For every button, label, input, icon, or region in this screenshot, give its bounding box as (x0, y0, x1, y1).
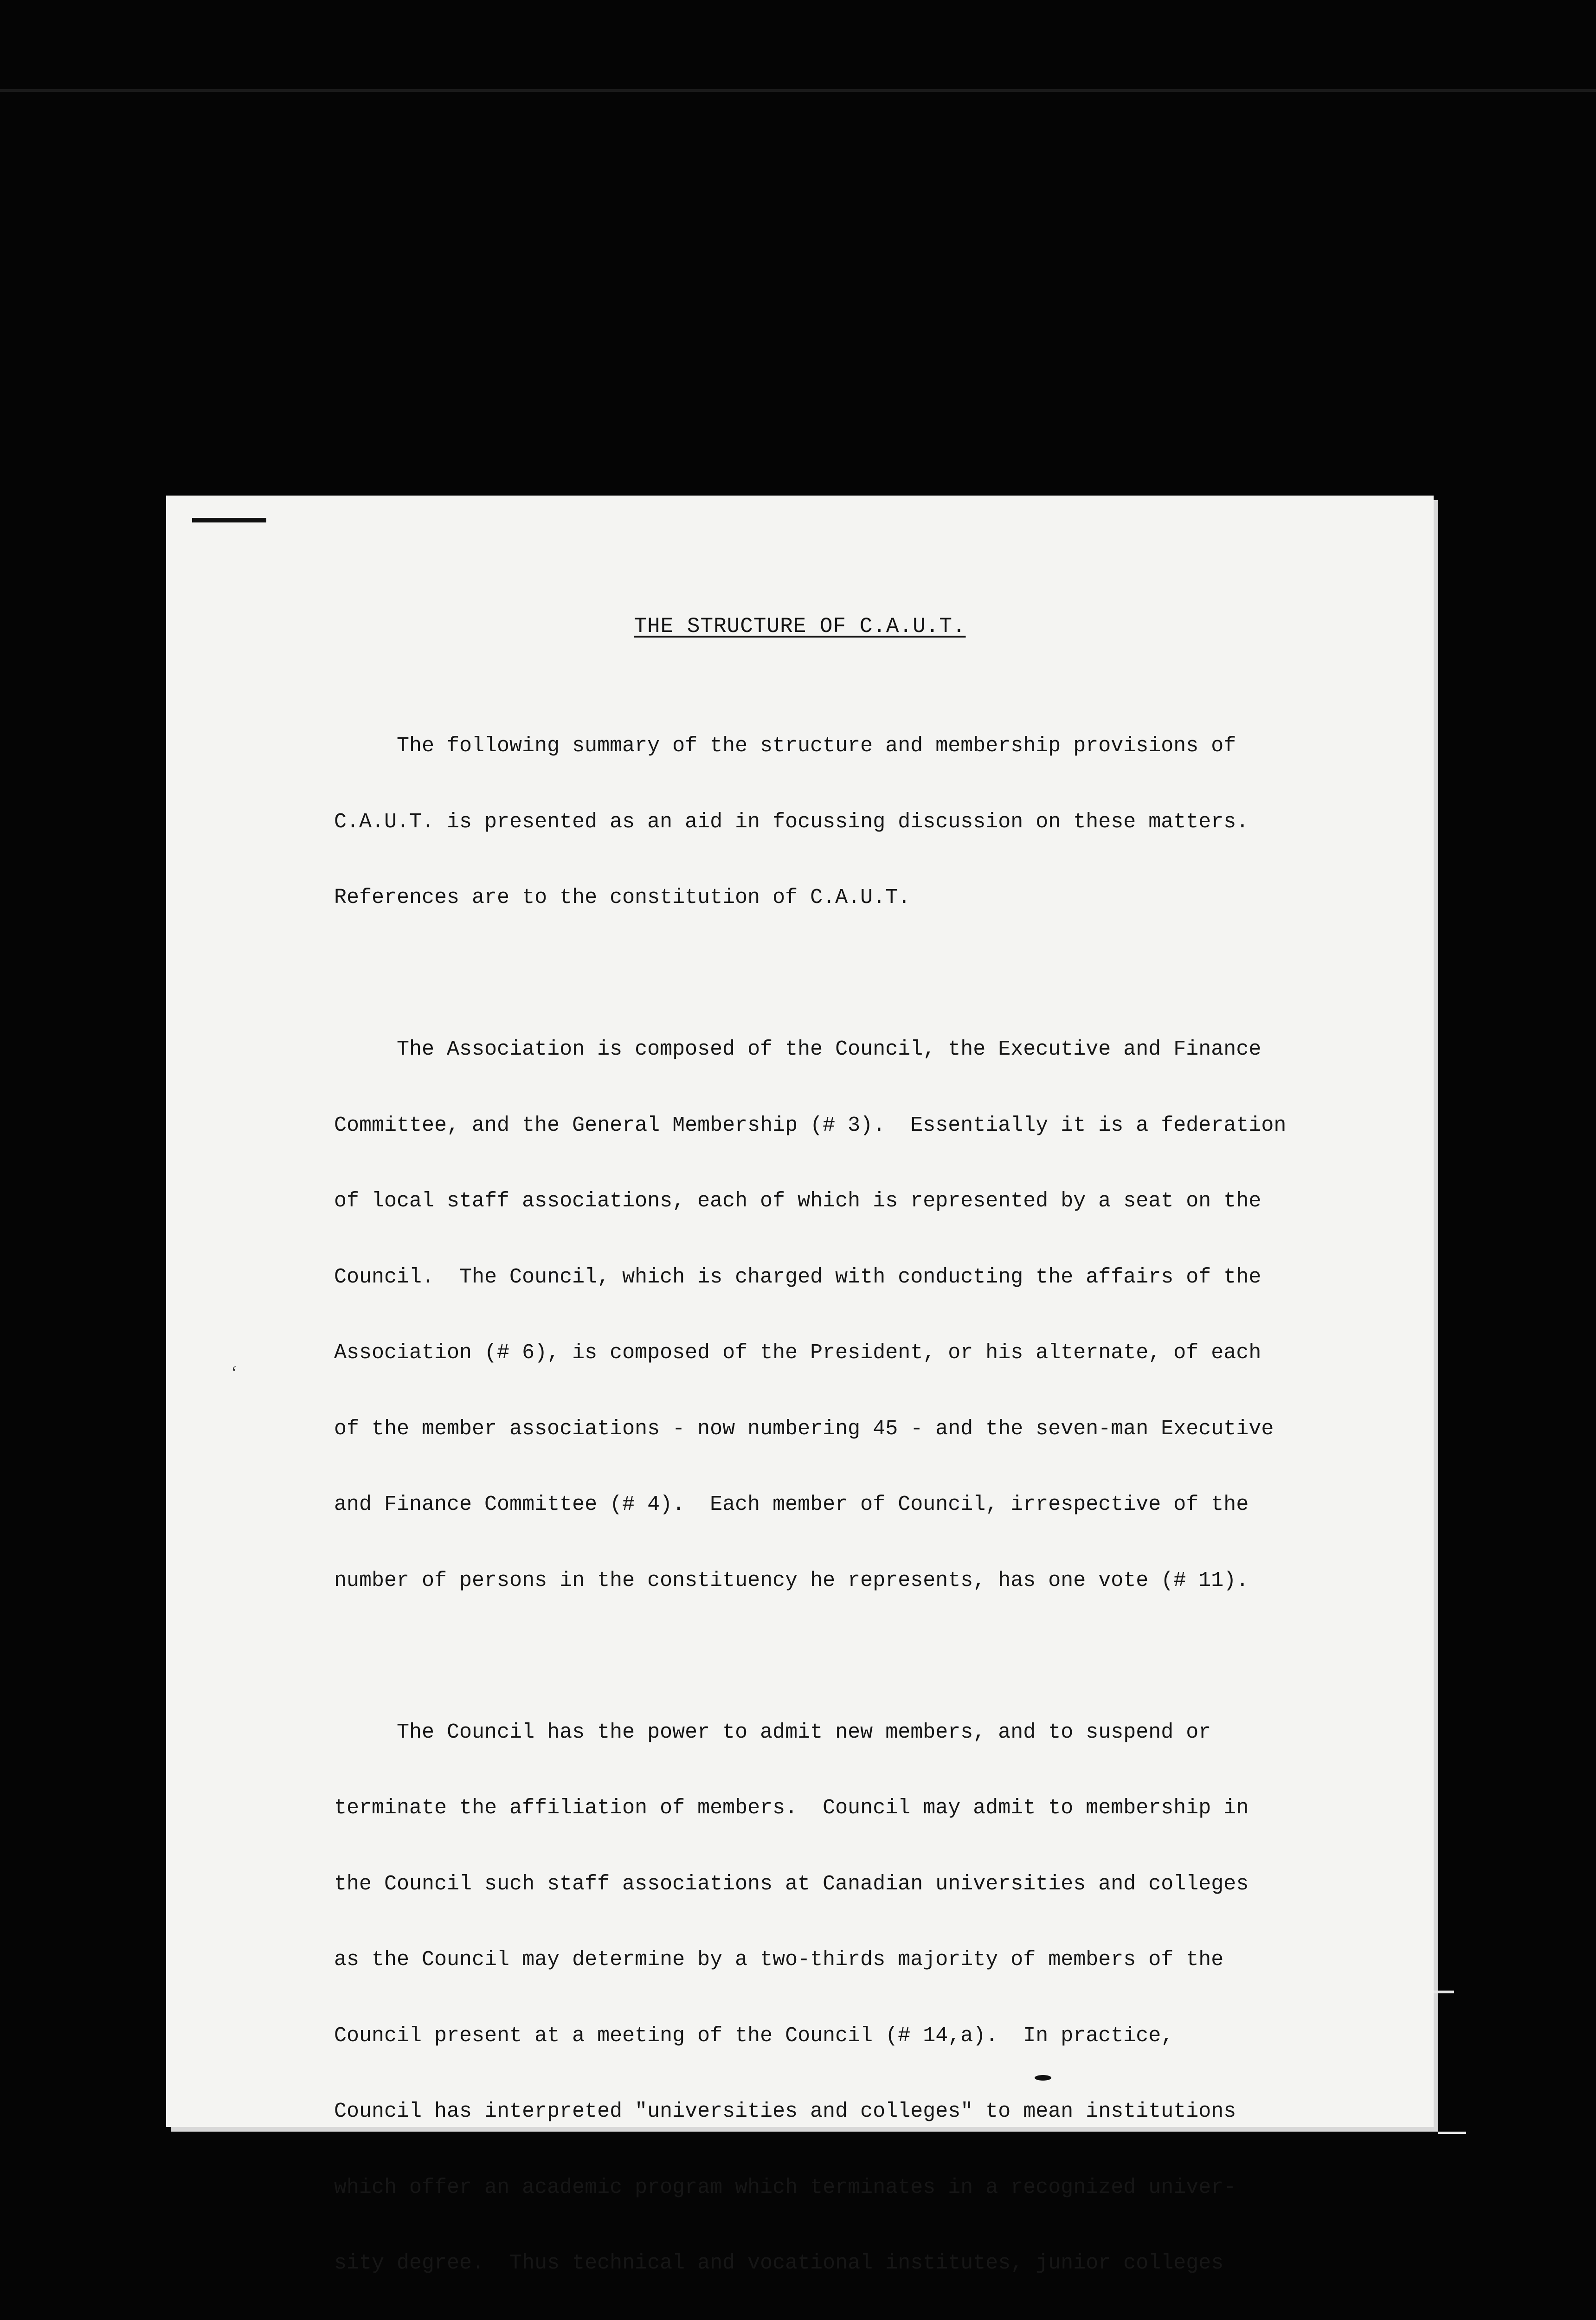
document-body (334, 683, 1318, 2320)
paragraph-composition (334, 986, 1318, 1644)
film-edge (0, 89, 1596, 92)
text-line: Council has interpreted "universities and colleges" to mean institutions (334, 2100, 1236, 2123)
document-title: THE STRUCTURE OF C.A.U.T. (634, 614, 966, 638)
text-line: terminate the affiliation of members. Council may admit to membership in (334, 1796, 1249, 1820)
text-line: and Finance Committee (# 4). Each member of Council, irrespective of the (334, 1493, 1249, 1516)
paragraph-intro (334, 683, 1318, 961)
text-line: The following summary of the structure and membership provisions of (334, 734, 1236, 758)
document-page (166, 496, 1434, 2275)
text-line: sity degree. Thus technical and vocational institutes, junior colleges (334, 2251, 1224, 2275)
text-line: of local staff associations, each of which is represented by a seat on the (334, 1189, 1261, 1213)
film-scratch (1434, 1991, 1454, 1993)
text-line: Committee, and the General Membership (# 3). Essentially it is a federation (334, 1113, 1287, 1137)
text-line: as the Council may determine by a two-thirds majority of members of the (334, 1948, 1224, 1972)
text-line: which offer an academic program which terminates in a recognized univer- (334, 2175, 1236, 2199)
margin-mark: ʻ (231, 1362, 238, 1383)
ink-blot (1035, 2075, 1051, 2081)
paragraph-council-powers (334, 1669, 1318, 2320)
text-line: References are to the constitution of C.A.U.T. (334, 886, 911, 909)
text-line: The Council has the power to admit new members, and to suspend or (334, 1720, 1211, 1744)
film-scratch (1438, 2132, 1466, 2134)
text-line: number of persons in the constituency he represents, has one vote (# 11). (334, 1568, 1249, 1592)
text-line: Council. The Council, which is charged with conducting the affairs of the (334, 1265, 1261, 1289)
text-line: of the member associations - now numbering 45 - and the seven-man Executive (334, 1417, 1274, 1441)
text-line: the Council such staff associations at Canadian universities and colleges (334, 1872, 1249, 1896)
text-line: Association (# 6), is composed of the President, or his alternate, of each (334, 1341, 1261, 1365)
text-line: Council present at a meeting of the Council (# 14,a). In practice, (334, 2024, 1174, 2048)
text-line: C.A.U.T. is presented as an aid in focussing discussion on these matters. (334, 810, 1249, 834)
page-corner-mark (192, 518, 266, 522)
text-line: The Association is composed of the Council, the Executive and Finance (334, 1038, 1261, 1061)
